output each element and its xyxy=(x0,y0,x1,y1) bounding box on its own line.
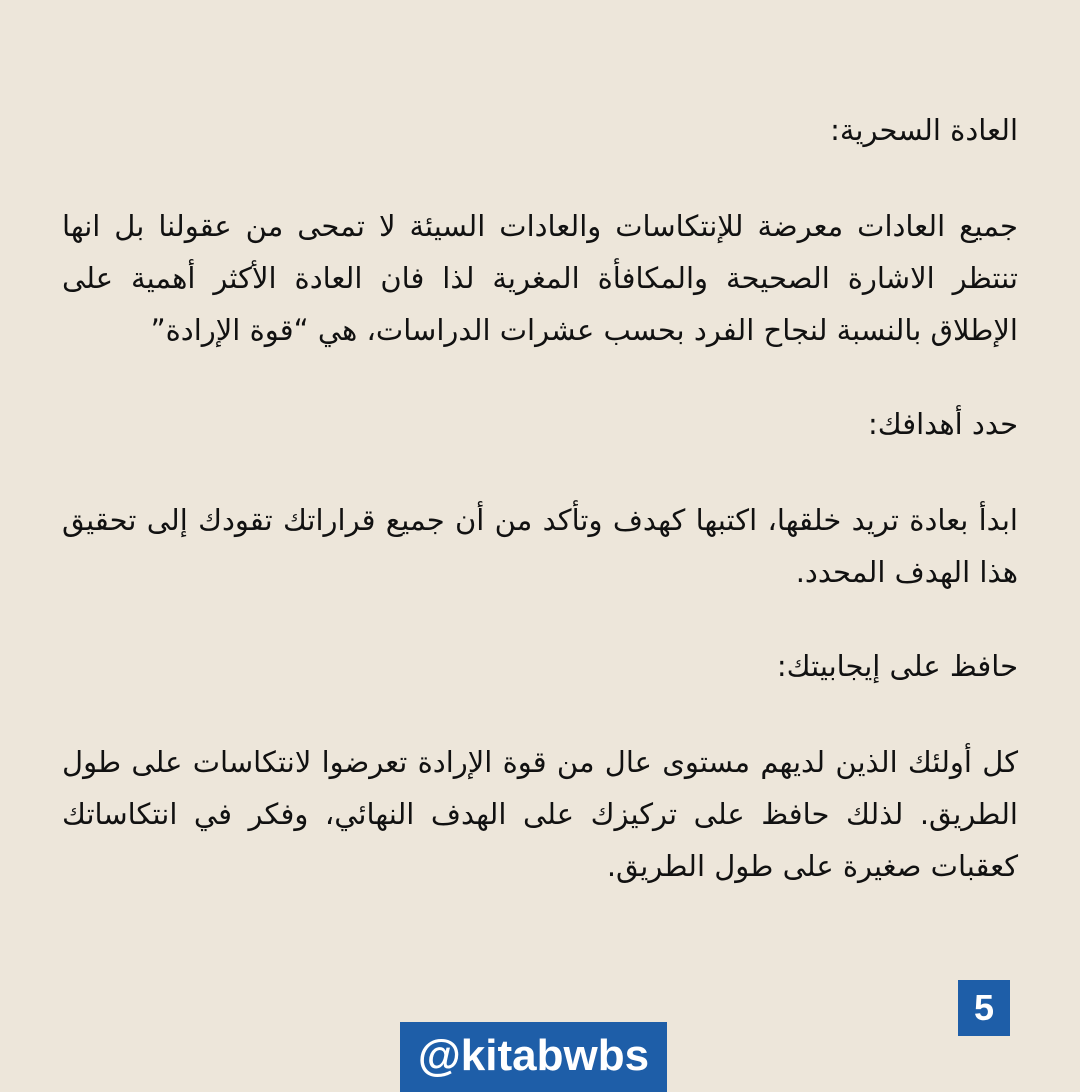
section-heading-magic-habit: العادة السحرية: xyxy=(830,113,1018,147)
section-body-set-goals: ابدأ بعادة تريد خلقها، اكتبها كهدف وتأكد من أن جميع قراراتك تقودك إلى تحقيق هذا الهدف المحدد. xyxy=(62,503,1018,589)
section-body-stay-positive: كل أولئك الذين لديهم مستوى عال من قوة الإرادة تعرضوا لانتكاسات على طول الطريق. لذلك حافظ على تركيزك على الهدف النهائي، وفكر في انتكاساتك كعقبات صغيرة على طول الطريق. xyxy=(62,745,1018,883)
article-content xyxy=(62,104,1018,892)
spacer xyxy=(62,156,1018,200)
spacer xyxy=(62,356,1018,398)
section-heading-set-goals: حدد أهدافك: xyxy=(868,407,1018,441)
page-number-badge: 5 xyxy=(958,980,1010,1036)
spacer xyxy=(62,450,1018,494)
spacer xyxy=(62,692,1018,736)
section-heading-stay-positive: حافظ على إيجابيتك: xyxy=(776,649,1018,683)
spacer xyxy=(62,598,1018,640)
account-handle-badge: @kitabwbs xyxy=(400,1022,667,1092)
section-body-magic-habit: جميع العادات معرضة للإنتكاسات والعادات السيئة لا تمحى من عقولنا بل انها تنتظر الاشارة الصحيحة والمكافأة المغرية لذا فان العادة الأكثر أهمية على الإطلاق بالنسبة لنجاح الفرد بحسب عشرات الدراسات، هي “قوة الإرادة” xyxy=(62,209,1018,347)
